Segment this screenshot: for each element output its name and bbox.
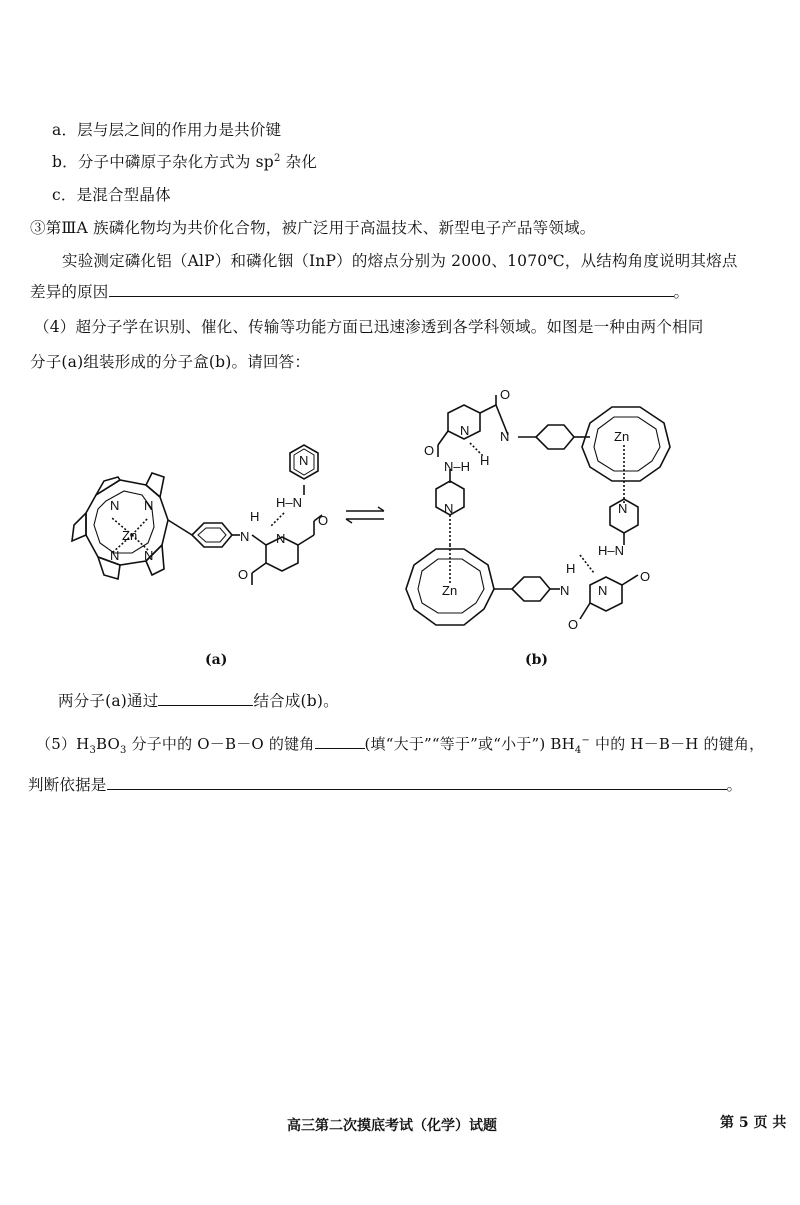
atom-label: N xyxy=(299,453,309,468)
q5-sub2: 3 xyxy=(120,745,127,756)
footer-title: 高三第二次摸底考试（化学）试题 xyxy=(287,1118,497,1134)
atom-label: N xyxy=(276,531,286,546)
atom-label: N xyxy=(240,529,250,544)
option-b-prefix: b．分子中磷原子杂化方式为 sp xyxy=(52,153,274,171)
atom-label: O xyxy=(238,567,249,582)
atom-label: H xyxy=(566,561,576,576)
molecule-b xyxy=(406,387,670,632)
atom-label: O xyxy=(500,387,511,402)
q5-line2 xyxy=(28,773,742,795)
q3-line3-end: 。 xyxy=(673,283,690,301)
atom-label: H–N xyxy=(276,495,303,510)
q5-reason-blank[interactable] xyxy=(107,775,727,790)
q5-answer-blank[interactable] xyxy=(315,734,365,749)
q4-answer-prefix: 两分子(a)通过 xyxy=(58,692,159,710)
q4-answer-blank[interactable] xyxy=(158,691,253,706)
q5-sub3: 4 xyxy=(574,745,582,756)
atom-label: N xyxy=(444,501,454,516)
atom-label: N xyxy=(144,498,154,513)
atom-label: H xyxy=(250,509,260,524)
equilibrium-arrow xyxy=(346,507,384,523)
atom-label: N xyxy=(598,583,608,598)
q5-sup3: − xyxy=(581,735,591,746)
atom-label: O xyxy=(318,513,329,528)
q5-mid2: 分子中的 O－B－O 的键角 xyxy=(126,735,315,753)
atom-label: N xyxy=(460,423,470,438)
q3-answer-blank[interactable] xyxy=(109,282,674,297)
q3-line3 xyxy=(30,280,689,302)
q3-line1: ③第ⅢA 族磷化物均为共价化合物，被广泛用于高温技术、新型电子产品等领域。 xyxy=(30,219,596,237)
q5-line1 xyxy=(36,733,764,756)
atom-label: O xyxy=(568,617,579,632)
atom-label: N xyxy=(110,498,120,513)
q5-mid1: BO xyxy=(96,735,120,753)
atom-label: O xyxy=(424,443,435,458)
option-b xyxy=(52,150,317,172)
q5-line2-end: 。 xyxy=(726,776,743,794)
atom-label: N xyxy=(110,548,120,563)
supramolecular-figure xyxy=(0,385,800,685)
figure-label-b: (b) xyxy=(525,652,549,668)
q3-line3-prefix: 差异的原因 xyxy=(30,283,109,301)
q5-prefix: （5）H xyxy=(36,735,90,753)
molecule-a xyxy=(72,445,328,585)
atom-label: N xyxy=(144,548,154,563)
option-a: a．层与层之间的作用力是共价键 xyxy=(52,121,282,139)
option-c: c．是混合型晶体 xyxy=(52,186,171,204)
option-b-sup: 2 xyxy=(273,152,281,164)
zn-label: Zn xyxy=(442,583,458,598)
atom-label: H xyxy=(480,453,490,468)
atom-label: H–N xyxy=(598,543,625,558)
q3-line2: 实验测定磷化铝（AlP）和磷化铟（InP）的熔点分别为 2000、1070℃，从结构角度说明其熔点 xyxy=(62,252,738,270)
q4-answer-line xyxy=(58,689,339,711)
atom-label: N–H xyxy=(444,459,471,474)
q4-answer-suffix: 结合成(b)。 xyxy=(253,692,339,710)
atom-label: N xyxy=(500,429,510,444)
atom-label: O xyxy=(640,569,651,584)
q5-line2-prefix: 判断依据是 xyxy=(28,776,107,794)
q5-suffix: 中的 H－B－H 的键角， xyxy=(590,735,765,753)
q4-line2: 分子(a)组装形成的分子盒(b)。请回答： xyxy=(30,353,311,371)
atom-label: N xyxy=(618,501,628,516)
atom-label: N xyxy=(560,583,570,598)
q5-sub1: 3 xyxy=(89,745,96,756)
figure-label-a: (a) xyxy=(205,652,228,668)
option-b-suffix: 杂化 xyxy=(280,153,318,171)
footer-page: 第 5 页 共 xyxy=(720,1115,787,1131)
zn-label: Zn xyxy=(614,429,630,444)
q4-line1: （4）超分子学在识别、催化、传输等功能方面已迅速渗透到各学科领域。如图是一种由两个相同 xyxy=(34,318,704,336)
q5-mid3: (填“大于”“等于”或“小于”) BH xyxy=(364,735,575,753)
zn-label: Zn xyxy=(122,528,138,543)
